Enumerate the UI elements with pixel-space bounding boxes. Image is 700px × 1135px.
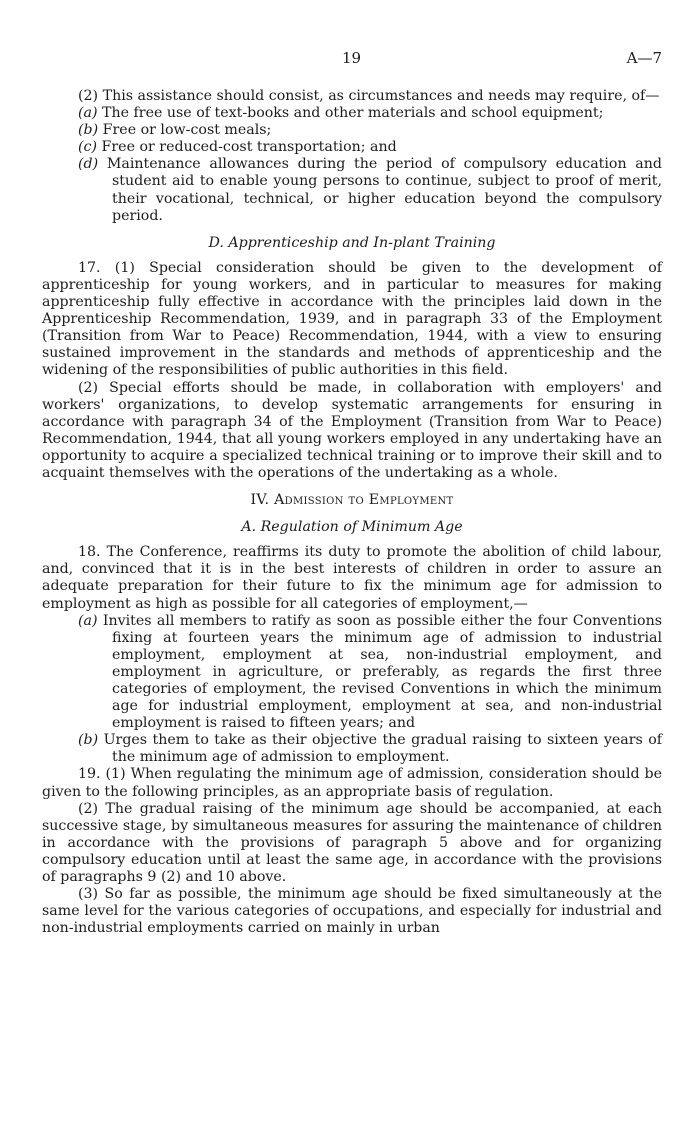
item-18a <box>42 613 662 733</box>
paragraph-2-intro: (2) This assistance should consist, as circumstances and needs may require, of— <box>78 88 660 104</box>
item-label: (a) <box>78 612 98 629</box>
item-text: Invites all members to ratify as soon as possible either the four Conventions fixing at fourteen years the minimum age of admission to industrial employment, employment at sea, non-industrial employment, and employment in agriculture, or preferably, as regards the first three categories of employment, the revised Conventions in which the minimum age for industrial employment, employment at sea, and non-industrial employment is raised to fifteen years; and <box>102 612 662 732</box>
section-heading-apprenticeship: D. Apprenticeship and In-plant Training <box>208 234 496 251</box>
item-label: (b) <box>78 732 99 749</box>
paragraph-19-2: (2) The gradual raising of the minimum age should be accompanied, at each successive stage, by simultaneous measures for assuring the maintenance of children in accordance with the provisions of paragraph 5 above and for organizing compulsory education until at least the same age, in accordance with the provisions of paragraphs 9 (2) and 10 above. <box>42 800 662 886</box>
item-text: Free or reduced-cost transportation; and <box>101 139 397 156</box>
page-number: 19 <box>342 49 362 67</box>
item-text: Maintenance allowances during the period of compulsory education and student aid to enable young persons to continue, subject to proof of merit, their vocational, technical, or higher education beyond the compulsory period. <box>106 156 662 224</box>
paragraph-17-1: 17. (1) Special consideration should be given to the development of apprenticeship for young workers, and in particular to measures for making apprenticeship fully effective in accordance with the principles laid down in the Apprenticeship Recommendation, 1939, and in paragraph 33 of the Employment (Transition from War to Peace) Recommendation, 1944, with a view to ensuring sustained improvement in the standards and methods of apprenticeship and the widening of the responsibilities of public authorities in this field. <box>42 259 662 379</box>
item-text: Free or low-cost meals; <box>102 122 272 139</box>
item-label: (c) <box>78 139 98 156</box>
item-2b <box>42 122 662 139</box>
item-text: Urges them to take as their objective the gradual raising to sixteen years of the minimum age of admission to employment. <box>103 732 663 766</box>
item-label: (d) <box>78 156 99 173</box>
item-2c <box>42 139 662 156</box>
item-2d <box>42 156 662 224</box>
item-text: The free use of text-books and other materials and school equipment; <box>102 105 604 122</box>
item-label: (b) <box>78 122 99 139</box>
section-heading-minimum-age: A. Regulation of Minimum Age <box>241 519 463 536</box>
paragraph-18: 18. The Conference, reaffirms its duty to promote the abolition of child labour, and, convinced that it is in the best interests of children in order to assure an adequate preparation for their future to fix the minimum age for admission to employment as high as possible for all categories of employment,— <box>42 544 662 612</box>
paragraph-19-1: 19. (1) When regulating the minimum age of admission, consideration should be given to the following principles, as an appropriate basis of regulation. <box>42 766 662 800</box>
item-2a <box>42 105 662 122</box>
page-reference: A—7 <box>626 49 662 67</box>
item-18b <box>42 732 662 766</box>
item-label: (a) <box>78 105 98 122</box>
page-header <box>42 50 662 76</box>
paragraph-19-3: (3) So far as possible, the minimum age should be fixed simultaneously at the same level for the various categories of occupations, and especially for industrial and non-industrial employments carried on mainly in urban <box>42 886 662 937</box>
part-heading-admission: IV. Admission to Employment <box>250 492 454 509</box>
paragraph-17-2: (2) Special efforts should be made, in collaboration with employers' and workers' organizations, to develop systematic arrangements for ensuring in accordance with paragraph 34 of the Employment (Transition from War to Peace) Recommendation, 1944, that all young workers employed in any undertaking have an opportunity to acquire a specialized technical training or to improve their skill and to acquaint themselves with the operations of the undertaking as a whole. <box>42 379 662 481</box>
